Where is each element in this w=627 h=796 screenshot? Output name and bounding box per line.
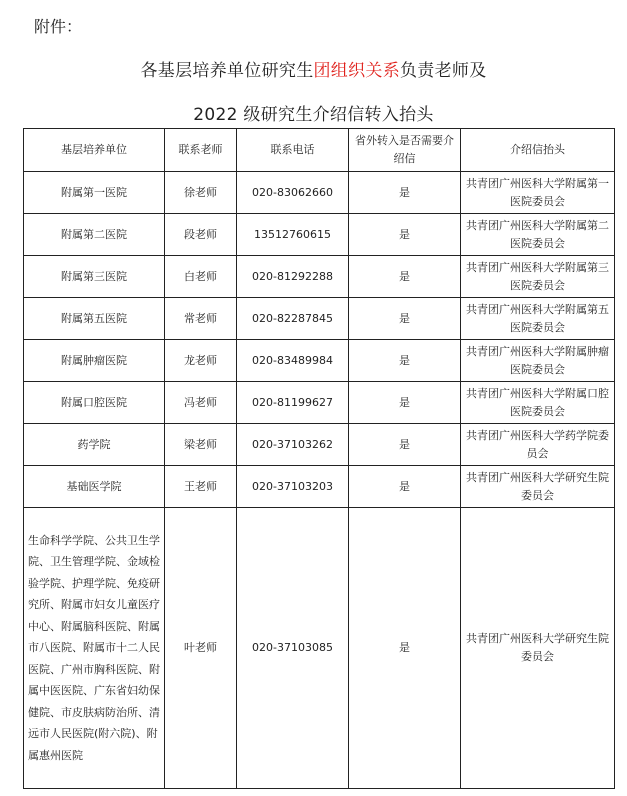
cell-need: 是 (349, 172, 461, 214)
cell-phone: 020-37103203 (237, 466, 349, 508)
cell-need: 是 (349, 298, 461, 340)
cell-letter: 共青团广州医科大学附属肿瘤医院委员会 (461, 340, 615, 382)
cell-unit: 附属肿瘤医院 (24, 340, 165, 382)
cell-letter: 共青团广州医科大学附属第一医院委员会 (461, 172, 615, 214)
table-row (24, 172, 615, 214)
cell-teacher: 徐老师 (165, 172, 237, 214)
header-unit: 基层培养单位 (24, 129, 165, 172)
header-need-letter: 省外转入是否需要介绍信 (349, 129, 461, 172)
header-teacher: 联系老师 (165, 129, 237, 172)
cell-teacher: 段老师 (165, 214, 237, 256)
cell-phone: 020-82287845 (237, 298, 349, 340)
cell-letter: 共青团广州医科大学附属口腔医院委员会 (461, 382, 615, 424)
cell-teacher: 梁老师 (165, 424, 237, 466)
cell-phone: 020-81199627 (237, 382, 349, 424)
title-part2: 负责老师及 (400, 61, 487, 81)
title-highlight: 团组织关系 (313, 61, 400, 81)
header-letter-title: 介绍信抬头 (461, 129, 615, 172)
cell-phone: 020-83489984 (237, 340, 349, 382)
cell-need: 是 (349, 382, 461, 424)
cell-unit: 附属第三医院 (24, 256, 165, 298)
cell-unit: 附属第五医院 (24, 298, 165, 340)
cell-phone: 020-81292288 (237, 256, 349, 298)
table-header-row (24, 129, 615, 172)
cell-letter: 共青团广州医科大学药学院委员会 (461, 424, 615, 466)
document-subtitle: 2022 级研究生介绍信转入抬头 (193, 105, 434, 125)
header-phone: 联系电话 (237, 129, 349, 172)
table-row (24, 382, 615, 424)
cell-unit-list: 生命科学学院、公共卫生学院、卫生管理学院、金域检验学院、护理学院、免疫研究所、附属市妇女儿童医疗中心、附属脑科医院、附属市八医院、附属市十二人民医院、广州市胸科医院、附属中医医院、广东省妇幼保健院、市皮肤病防治所、清远市人民医院(附六院)、附属惠州医院 (24, 508, 165, 789)
cell-letter: 共青团广州医科大学附属第五医院委员会 (461, 298, 615, 340)
cell-teacher: 王老师 (165, 466, 237, 508)
cell-teacher: 龙老师 (165, 340, 237, 382)
cell-need: 是 (349, 256, 461, 298)
table-row (24, 298, 615, 340)
title-part1: 各基层培养单位研究生 (140, 61, 314, 81)
cell-unit: 基础医学院 (24, 466, 165, 508)
document-title (0, 56, 627, 81)
cell-need: 是 (349, 340, 461, 382)
cell-need: 是 (349, 424, 461, 466)
cell-phone: 020-83062660 (237, 172, 349, 214)
cell-letter: 共青团广州医科大学附属第三医院委员会 (461, 256, 615, 298)
attachment-label: 附件： (34, 17, 83, 36)
cell-teacher: 冯老师 (165, 382, 237, 424)
cell-teacher: 常老师 (165, 298, 237, 340)
table-row (24, 256, 615, 298)
table-row (24, 214, 615, 256)
cell-phone: 020-37103262 (237, 424, 349, 466)
contact-table (23, 128, 615, 789)
cell-need: 是 (349, 466, 461, 508)
cell-letter: 共青团广州医科大学附属第二医院委员会 (461, 214, 615, 256)
cell-teacher: 叶老师 (165, 508, 237, 789)
cell-phone: 13512760615 (237, 214, 349, 256)
table-row (24, 340, 615, 382)
cell-unit: 附属口腔医院 (24, 382, 165, 424)
table-row (24, 508, 615, 789)
table-row (24, 424, 615, 466)
cell-unit: 药学院 (24, 424, 165, 466)
cell-letter: 共青团广州医科大学研究生院委员会 (461, 466, 615, 508)
cell-phone: 020-37103085 (237, 508, 349, 789)
cell-letter: 共青团广州医科大学研究生院委员会 (461, 508, 615, 789)
cell-need: 是 (349, 214, 461, 256)
table-row (24, 466, 615, 508)
cell-need: 是 (349, 508, 461, 789)
cell-teacher: 白老师 (165, 256, 237, 298)
cell-unit: 附属第二医院 (24, 214, 165, 256)
cell-unit: 附属第一医院 (24, 172, 165, 214)
